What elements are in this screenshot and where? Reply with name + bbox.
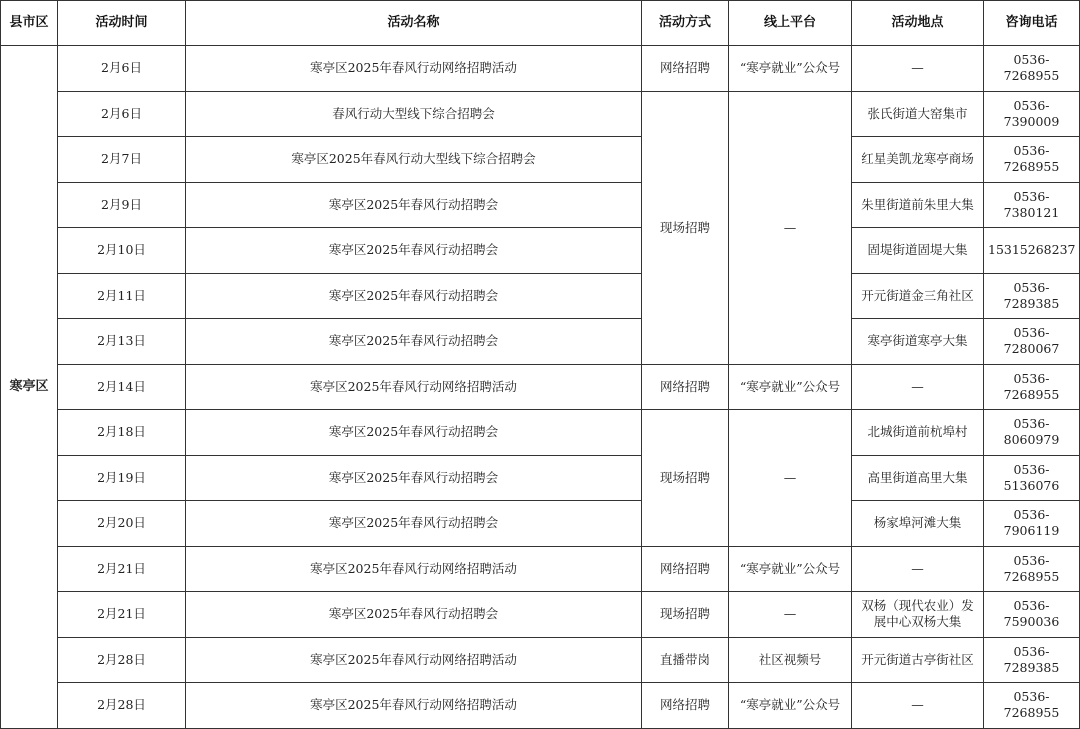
header-row — [1, 1, 1080, 46]
location-cell: 双杨（现代农业）发展中心双杨大集 — [852, 592, 984, 638]
location-cell: 开元街道古亭街社区 — [852, 637, 984, 683]
platform-cell: “寒亭就业”公众号 — [729, 364, 852, 410]
time-cell: 2月21日 — [58, 546, 186, 592]
activity-name-cell: 寒亭区2025年春风行动网络招聘活动 — [186, 364, 642, 410]
phone-cell: 15315268237 — [984, 228, 1080, 274]
time-cell: 2月13日 — [58, 319, 186, 365]
county-cell: 寒亭区 — [1, 46, 58, 729]
table-row — [1, 683, 1080, 729]
activity-name-cell: 寒亭区2025年春风行动招聘会 — [186, 501, 642, 547]
table-row — [1, 410, 1080, 456]
platform-cell: 社区视频号 — [729, 637, 852, 683]
time-cell: 2月6日 — [58, 46, 186, 92]
method-cell: 现场招聘 — [642, 592, 729, 638]
time-cell: 2月20日 — [58, 501, 186, 547]
platform-cell: “寒亭就业”公众号 — [729, 683, 852, 729]
phone-cell: 0536-7590036 — [984, 592, 1080, 638]
method-cell: 现场招聘 — [642, 91, 729, 364]
method-cell: 网络招聘 — [642, 364, 729, 410]
header-county: 县市区 — [1, 1, 58, 46]
time-cell: 2月9日 — [58, 182, 186, 228]
method-cell: 网络招聘 — [642, 683, 729, 729]
phone-cell: 0536-7289385 — [984, 273, 1080, 319]
table-row — [1, 182, 1080, 228]
header-name: 活动名称 — [186, 1, 642, 46]
time-cell: 2月28日 — [58, 683, 186, 729]
time-cell: 2月11日 — [58, 273, 186, 319]
time-cell: 2月14日 — [58, 364, 186, 410]
time-cell: 2月28日 — [58, 637, 186, 683]
phone-cell: 0536-7268955 — [984, 137, 1080, 183]
time-cell: 2月21日 — [58, 592, 186, 638]
method-cell: 现场招聘 — [642, 410, 729, 547]
activity-name-cell: 寒亭区2025年春风行动招聘会 — [186, 592, 642, 638]
time-cell: 2月10日 — [58, 228, 186, 274]
location-cell: 北城街道前杭埠村 — [852, 410, 984, 456]
phone-cell: 0536-7289385 — [984, 637, 1080, 683]
table-row — [1, 46, 1080, 92]
activity-name-cell: 春风行动大型线下综合招聘会 — [186, 91, 642, 137]
phone-cell: 0536-7280067 — [984, 319, 1080, 365]
method-cell: 网络招聘 — [642, 546, 729, 592]
location-cell: 张氏街道大窑集市 — [852, 91, 984, 137]
table-row — [1, 455, 1080, 501]
location-cell: 红星美凯龙寒亭商场 — [852, 137, 984, 183]
phone-cell: 0536-7268955 — [984, 364, 1080, 410]
platform-cell: — — [729, 410, 852, 547]
activity-name-cell: 寒亭区2025年春风行动招聘会 — [186, 228, 642, 274]
phone-cell: 0536-5136076 — [984, 455, 1080, 501]
header-platform: 线上平台 — [729, 1, 852, 46]
location-cell: — — [852, 46, 984, 92]
table-row — [1, 137, 1080, 183]
time-cell: 2月19日 — [58, 455, 186, 501]
time-cell: 2月7日 — [58, 137, 186, 183]
activity-name-cell: 寒亭区2025年春风行动网络招聘活动 — [186, 46, 642, 92]
phone-cell: 0536-8060979 — [984, 410, 1080, 456]
platform-cell: — — [729, 91, 852, 364]
phone-cell: 0536-7380121 — [984, 182, 1080, 228]
header-method: 活动方式 — [642, 1, 729, 46]
phone-cell: 0536-7268955 — [984, 46, 1080, 92]
activity-name-cell: 寒亭区2025年春风行动招聘会 — [186, 182, 642, 228]
activity-name-cell: 寒亭区2025年春风行动招聘会 — [186, 410, 642, 456]
activity-name-cell: 寒亭区2025年春风行动网络招聘活动 — [186, 683, 642, 729]
table-row — [1, 91, 1080, 137]
method-cell: 网络招聘 — [642, 46, 729, 92]
phone-cell: 0536-7268955 — [984, 546, 1080, 592]
time-cell: 2月18日 — [58, 410, 186, 456]
location-cell: 开元街道金三角社区 — [852, 273, 984, 319]
platform-cell: — — [729, 592, 852, 638]
table-row — [1, 637, 1080, 683]
table-row — [1, 592, 1080, 638]
location-cell: 杨家埠河滩大集 — [852, 501, 984, 547]
header-phone: 咨询电话 — [984, 1, 1080, 46]
activity-name-cell: 寒亭区2025年春风行动网络招聘活动 — [186, 546, 642, 592]
table-row — [1, 546, 1080, 592]
phone-cell: 0536-7906119 — [984, 501, 1080, 547]
location-cell: 朱里街道前朱里大集 — [852, 182, 984, 228]
table-row — [1, 501, 1080, 547]
time-cell: 2月6日 — [58, 91, 186, 137]
table-row — [1, 364, 1080, 410]
table-row — [1, 319, 1080, 365]
table-row — [1, 273, 1080, 319]
header-time: 活动时间 — [58, 1, 186, 46]
activity-name-cell: 寒亭区2025年春风行动网络招聘活动 — [186, 637, 642, 683]
table-row — [1, 228, 1080, 274]
location-cell: 固堤街道固堤大集 — [852, 228, 984, 274]
location-cell: 寒亭街道寒亭大集 — [852, 319, 984, 365]
location-cell: — — [852, 546, 984, 592]
activity-name-cell: 寒亭区2025年春风行动大型线下综合招聘会 — [186, 137, 642, 183]
header-location: 活动地点 — [852, 1, 984, 46]
location-cell: — — [852, 683, 984, 729]
platform-cell: “寒亭就业”公众号 — [729, 46, 852, 92]
phone-cell: 0536-7268955 — [984, 683, 1080, 729]
location-cell: — — [852, 364, 984, 410]
location-cell: 高里街道高里大集 — [852, 455, 984, 501]
activity-name-cell: 寒亭区2025年春风行动招聘会 — [186, 319, 642, 365]
method-cell: 直播带岗 — [642, 637, 729, 683]
platform-cell: “寒亭就业”公众号 — [729, 546, 852, 592]
activity-name-cell: 寒亭区2025年春风行动招聘会 — [186, 273, 642, 319]
phone-cell: 0536-7390009 — [984, 91, 1080, 137]
activity-name-cell: 寒亭区2025年春风行动招聘会 — [186, 455, 642, 501]
